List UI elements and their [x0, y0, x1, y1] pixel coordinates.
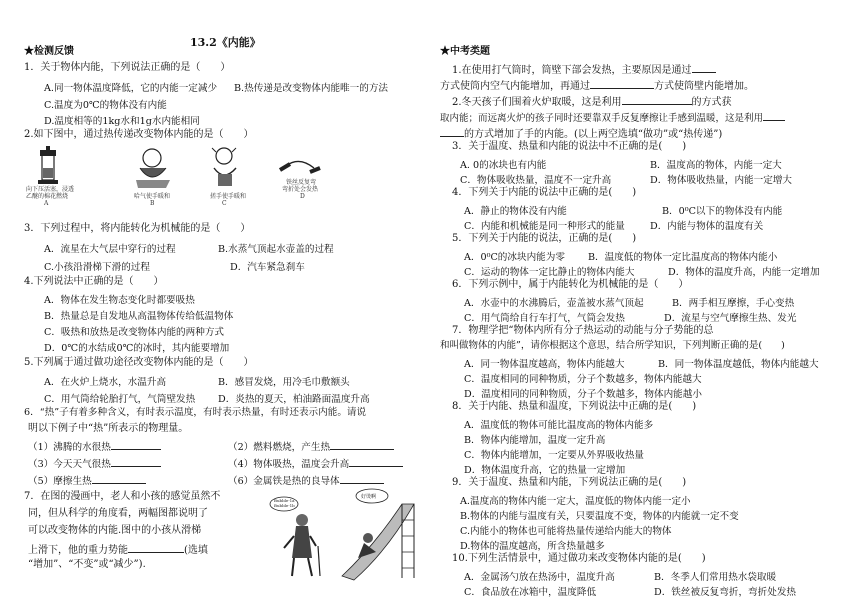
q2-label-d: D [300, 193, 305, 200]
q3-stem: 3．下列过程中，将内能转化为机械能的是（ ） [24, 223, 251, 234]
r10-stem: 10.下列生活情景中，通过做功来改变物体内能的是( ) [452, 553, 706, 564]
r2-line3: 的方式增加了手的内能。(以上两空选填“做功”或“热传递”) [464, 129, 723, 140]
r4-option-a: A．静止的物体没有内能 [464, 206, 567, 217]
q7-bubble1-line1: Bubble-1a [274, 498, 295, 503]
q7-line4: 上滑下，他的重力势能 [28, 545, 128, 556]
r9-stem: 9．关于温度、热量和内能，下列说法正确的是( ) [452, 477, 687, 488]
r9-option-c: C.内能小的物体也可能将热量传递给内能大的物体 [460, 526, 672, 537]
r3-stem: 3．关于温度、热量和内能的说法中不正确的是( ) [452, 141, 687, 152]
r10-option-d: D．铁丝被反复弯折，弯折处发热 [654, 587, 797, 598]
old-man-illustration [270, 497, 320, 576]
q2-stem: 2.如下图中，通过热传递改变物体内能的是（ ） [24, 129, 254, 140]
q4-option-d: D．0℃的水结成0℃的冰时，其内能要增加 [44, 343, 230, 354]
q3-option-d: D．汽车紧急刹车 [230, 262, 305, 273]
r2-blank2a[interactable] [763, 110, 785, 121]
r3-option-c: C．物体吸收热量，温度不一定升高 [460, 175, 612, 186]
r5-option-c: C．运动的物体一定比静止的物体内能大 [464, 267, 635, 278]
q6-item6: （6）金属铁是热的良导体 [228, 476, 340, 487]
r3-option-d: D．物体吸收热量，内能一定增大 [650, 175, 793, 186]
r5-option-d: D．物体的温度升高，内能一定增加 [668, 267, 820, 278]
r4-option-d: D．内能与物体的温度有关 [650, 221, 764, 232]
r1-blank2[interactable] [590, 78, 654, 89]
q7-line4-tail: (选填 [184, 545, 208, 556]
q2-caption-a1: 向下压活塞，浸透 [26, 186, 75, 193]
r8-option-a: A．温度低的物体可能比温度高的物体内能多 [464, 420, 654, 431]
r6-option-b: B．两手相互摩擦，手心变热 [672, 298, 795, 309]
r1-line1: 1.在使用打气筒时，筒壁下部会发热，主要原因是通过 [452, 65, 692, 76]
q6-blank2[interactable] [330, 439, 394, 450]
q7-line5: “增加”、“不变”或“减少”). [28, 559, 146, 570]
r7-option-a: A．同一物体温度越高，物体内能越大 [464, 359, 625, 370]
r7-line1: 7．物理学把“物体内所有分子热运动的动能与分子势能的总 [452, 325, 714, 336]
bending-wire-illustration [280, 161, 320, 172]
slide-child-illustration [342, 489, 414, 580]
q4-option-b: B．热量总是自发地从高温物体传给低温物体 [44, 311, 234, 322]
q7-bubble2: 好烫啊 [361, 494, 377, 500]
q5-option-d: D．炎热的夏天，柏油路面温度升高 [218, 394, 370, 405]
q2-caption-b: 哈气使手暖和 [134, 193, 171, 200]
r4-stem: 4．下列关于内能的说法中正确的是( ) [452, 187, 637, 198]
piston-illustration [38, 146, 58, 184]
q6-item5: （5）摩擦生热 [28, 476, 92, 487]
r1-line2: 方式使筒内空气内能增加，再通过 [440, 81, 590, 92]
q6-line1: 6．“热”子有着多种含义，有时表示温度，有时表示热量，有时还表示内能。请说 [24, 407, 367, 418]
q7-line2: 同，但从科学的角度看，两幅图都说明了 [28, 508, 208, 519]
q5-option-c: C．用气筒给轮胎打气，气筒壁发热 [44, 394, 196, 405]
r1-blank1[interactable] [692, 62, 716, 73]
r10-option-b: B．冬季人们常用热水袋取暖 [654, 572, 777, 583]
r8-option-c: C．物体内能增加，一定要从外界吸收热量 [464, 450, 645, 461]
r4-option-c: C．内能和机械能是同一种形式的能量 [464, 221, 625, 232]
r10-option-c: C．食品放在冰箱中，温度降低 [464, 587, 597, 598]
q2-caption-d1: 铁丝反复弯 [286, 179, 317, 186]
r9-option-a: A.温度高的物体内能一定大，温度低的物体内能一定小 [460, 496, 691, 507]
r2-blank2b[interactable] [440, 126, 464, 137]
q2-figures [24, 146, 344, 206]
q1-option-a: A.同一物体温度降低，它的内能一定减少 [44, 83, 218, 94]
q7-blank[interactable] [128, 542, 184, 553]
q4-stem: 4.下列说法中正确的是（ ） [24, 276, 164, 287]
r6-option-c: C．用气筒给自行车打气，气筒会发热 [464, 313, 625, 324]
r4-option-b: B．0⁰C以下的物体没有内能 [662, 206, 783, 217]
r2-line2: 取内能；而远离火炉的孩子同时还要靠双手反复摩擦让手感到温暖，这是利用 [440, 113, 764, 124]
r6-stem: 6．下列示例中，属于内能转化为机械能的是（ ） [452, 279, 689, 290]
r9-option-b: B.物体的内能与温度有关，只要温度不变，物体的内能就一定不变 [460, 511, 739, 522]
r8-option-b: B．物体内能增加，温度一定升高 [464, 435, 606, 446]
q2-label-a: A [44, 200, 49, 206]
q1-stem: 1．关于物体内能，下列说法正确的是（ ） [24, 62, 231, 73]
q5-stem: 5.下列属于通过做功途径改变物体内能的是（ ） [24, 357, 254, 368]
q7-line1: 7．在图的漫画中，老人和小孩的感觉虽然不 [24, 491, 221, 502]
q1-option-c: C.温度为0℃的物体没有内能 [44, 100, 167, 111]
q7-bubble1-line2: Bubble-1b [274, 503, 295, 508]
q6-line2: 明以下例子中“热”所表示的物理量。 [28, 423, 189, 434]
q6-blank3[interactable] [111, 456, 161, 467]
r10-option-a: A．金属汤勺放在热汤中，温度升高 [464, 572, 615, 583]
q6-blank1[interactable] [111, 439, 161, 450]
q4-option-a: A．物体在发生物态变化时都要吸热 [44, 295, 195, 306]
q6-item4: （4）物体吸热，温度会升高 [228, 459, 350, 470]
q2-caption-c: 搓手使手暖和 [210, 193, 247, 200]
r8-option-d: D．物体温度升高，它的热量一定增加 [464, 465, 626, 476]
q4-option-c: C．吸热和放热是改变物体内能的两种方式 [44, 327, 225, 338]
r7-line2: 和叫做物体的内能”，请你根据这个意思，结合所学知识，下列判断正确的是( ) [440, 340, 785, 351]
page-title: 13.2《内能》 [190, 36, 261, 49]
r2-blank1[interactable] [622, 94, 692, 105]
r2-line1: 2.冬天孩子们围着火炉取暖，这是利用 [452, 97, 622, 108]
q3-option-a: A．流星在大气层中穿行的过程 [44, 244, 176, 255]
q6-item2: （2）燃料燃烧，产生热 [228, 442, 331, 453]
r6-option-d: D．流星与空气摩擦生热、发光 [664, 313, 797, 324]
q5-option-b: B．感冒发烧，用冷毛巾敷额头 [218, 377, 350, 388]
q6-item3: （3）今天天气很热 [28, 459, 111, 470]
r3-option-a: A. 0的冰块也有内能 [460, 160, 547, 171]
r1-line2-tail: 方式使筒壁内能增加。 [654, 81, 754, 92]
r5-stem: 5．下列关于内能的说法，正确的是( ) [452, 233, 637, 244]
r5-option-a: A．0⁰C的冰块内能为零 [464, 252, 565, 263]
r5-option-b: B．温度低的物体一定比温度高的物体内能小 [588, 252, 778, 263]
q6-blank5[interactable] [92, 473, 146, 484]
q6-blank4[interactable] [349, 456, 403, 467]
r3-option-b: B．温度高的物体，内能一定大 [650, 160, 782, 171]
q1-option-b: B.热传递是改变物体内能唯一的方法 [234, 83, 389, 94]
section-heading-exam: ★中考类题 [440, 46, 490, 57]
q7-line3: 可以改变物体的内能.图中的小孩从滑梯 [28, 525, 202, 536]
q2-caption-a2: 乙醚的棉花燃烧 [26, 193, 69, 200]
q3-option-b: B.水蒸气顶起水壶盖的过程 [218, 244, 334, 255]
q2-label-b: B [150, 200, 155, 206]
r2-line1-tail: 的方式获 [691, 97, 732, 108]
q2-caption-d2: 弯折处会发热 [282, 186, 319, 193]
q6-item1: （1）沸腾的水很热 [28, 442, 111, 453]
r9-option-d: D.物体的温度越高，所含热量越多 [460, 541, 605, 552]
r6-option-a: A．水壶中的水沸腾后，壶盖被水蒸气顶起 [464, 298, 644, 309]
breath-hands-illustration [136, 149, 170, 188]
r7-option-d: D．温度相同的同种物质，分子个数越多，物体内能越小 [464, 389, 702, 400]
section-heading-feedback: ★检测反馈 [24, 46, 74, 57]
q7-cartoon [264, 486, 424, 586]
rubbing-hands-illustration [212, 148, 236, 186]
r7-option-c: C．温度相同的同种物质，分子个数越多，物体内能越大 [464, 374, 702, 385]
q5-option-a: A．在火炉上烧水，水温升高 [44, 377, 167, 388]
q6-blank6[interactable] [340, 473, 384, 484]
r8-stem: 8．关于内能、热量和温度，下列说法中正确的是( ) [452, 401, 697, 412]
q1-option-d: D.温度相等的1kg水和1g水内能相同 [44, 116, 200, 127]
q3-option-c: C.小孩沿滑梯下滑的过程 [44, 262, 150, 273]
q2-label-c: C [222, 200, 227, 206]
r7-option-b: B．同一物体温度越低，物体内能越大 [658, 359, 819, 370]
